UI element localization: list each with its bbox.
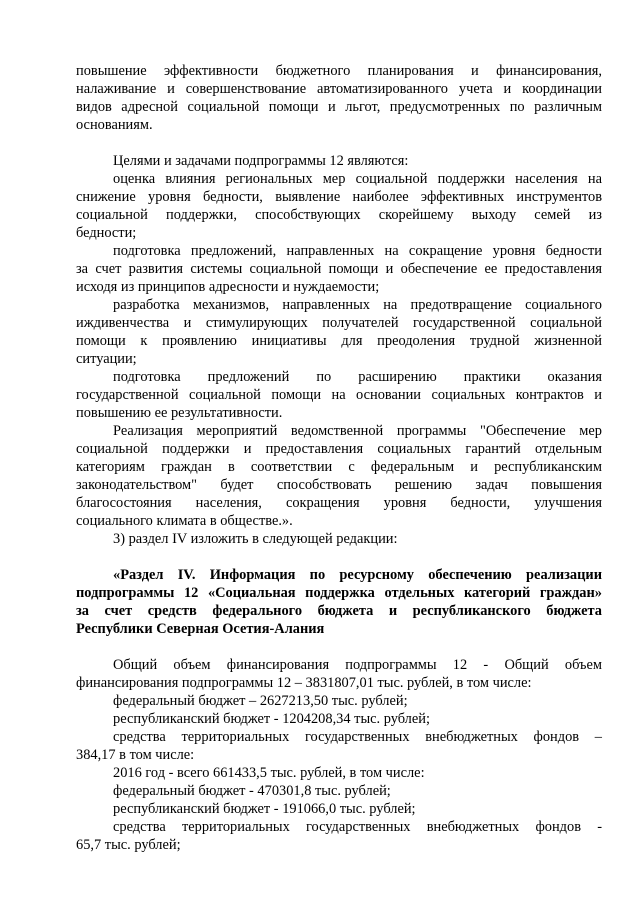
text-line: разработка механизмов, направленных на предотвращение социального	[113, 297, 602, 313]
text-line: категориям граждан в соответствии с федеральным и республиканским	[76, 459, 602, 475]
section-instruction: 3) раздел IV изложить в следующей редакции:	[113, 531, 398, 547]
section-heading-line: подпрограммы 12 «Социальная поддержка отдельных категорий граждан»	[76, 585, 602, 601]
text-line: оценка влияния региональных мер социальной поддержки населения на	[113, 171, 602, 187]
text-line: основаниям.	[76, 117, 153, 133]
text-line: финансирования подпрограммы 12 – 3831807,01 тыс. рублей, в том числе:	[76, 675, 532, 691]
text-line: благосостояния населения, сокращения уровня бедности, улучшения	[76, 495, 602, 511]
text-line: видов адресной социальной помощи и льгот, предусмотренных по различным	[76, 99, 602, 115]
text-line: 2016 год - всего 661433,5 тыс. рублей, в том числе:	[113, 765, 425, 781]
text-line: ситуации;	[76, 351, 137, 367]
text-line: 65,7 тыс. рублей;	[76, 837, 181, 853]
text-line: снижение уровня бедности, выявление наиболее эффективных инструментов	[76, 189, 602, 205]
text-line: республиканский бюджет - 1204208,34 тыс. рублей;	[113, 711, 430, 727]
text-line: повышение эффективности бюджетного планирования и финансирования,	[76, 63, 602, 79]
section-heading-line: за счет средств федерального бюджета и республиканского бюджета	[76, 603, 602, 619]
text-line: Целями и задачами подпрограммы 12 являются:	[113, 153, 409, 169]
text-line: законодательством" будет способствовать решению задач повышения	[76, 477, 602, 493]
text-line: подготовка предложений по расширению практики оказания	[113, 369, 602, 385]
text-line: 384,17 в том числе:	[76, 747, 195, 763]
text-line: за счет развития системы социальной помощи и обеспечение ее предоставления	[76, 261, 602, 277]
text-line: повышению ее результативности.	[76, 405, 283, 421]
text-line: бедности;	[76, 225, 137, 241]
text-line: средства территориальных государственных внебюджетных фондов –	[113, 729, 602, 745]
section-heading-line: «Раздел IV. Информация по ресурсному обеспечению реализации	[113, 567, 602, 583]
section-heading-line: Республики Северная Осетия-Алания	[76, 621, 325, 637]
text-line: республиканский бюджет - 191066,0 тыс. рублей;	[113, 801, 416, 817]
text-line: Реализация мероприятий ведомственной программы "Обеспечение мер	[113, 423, 602, 439]
text-line: социальной поддержки, способствующих скорейшему выходу семей из	[76, 207, 602, 223]
text-line: иждивенчества и стимулирующих получателей государственной социальной	[76, 315, 602, 331]
text-line: социальной поддержки и предоставления социальных гарантий отдельным	[76, 441, 602, 457]
text-line: налаживание и совершенствование автоматизированного учета и координации	[76, 81, 602, 97]
text-line: помощи к проявлению инициативы для преодоления трудной жизненной	[76, 333, 602, 349]
text-line: исходя из принципов адресности и нуждаемости;	[76, 279, 380, 295]
text-line: социального климата в обществе.».	[76, 513, 293, 529]
text-line: средства территориальных государственных внебюджетных фондов -	[113, 819, 602, 835]
text-line: подготовка предложений, направленных на сокращение уровня бедности	[113, 243, 602, 259]
text-line: федеральный бюджет - 470301,8 тыс. рублей;	[113, 783, 391, 799]
text-line: Общий объем финансирования подпрограммы 12 - Общий объем	[113, 657, 602, 673]
text-line: государственной социальной помощи на основании социальных контрактов и	[76, 387, 602, 403]
text-line: федеральный бюджет – 2627213,50 тыс. рублей;	[113, 693, 408, 709]
